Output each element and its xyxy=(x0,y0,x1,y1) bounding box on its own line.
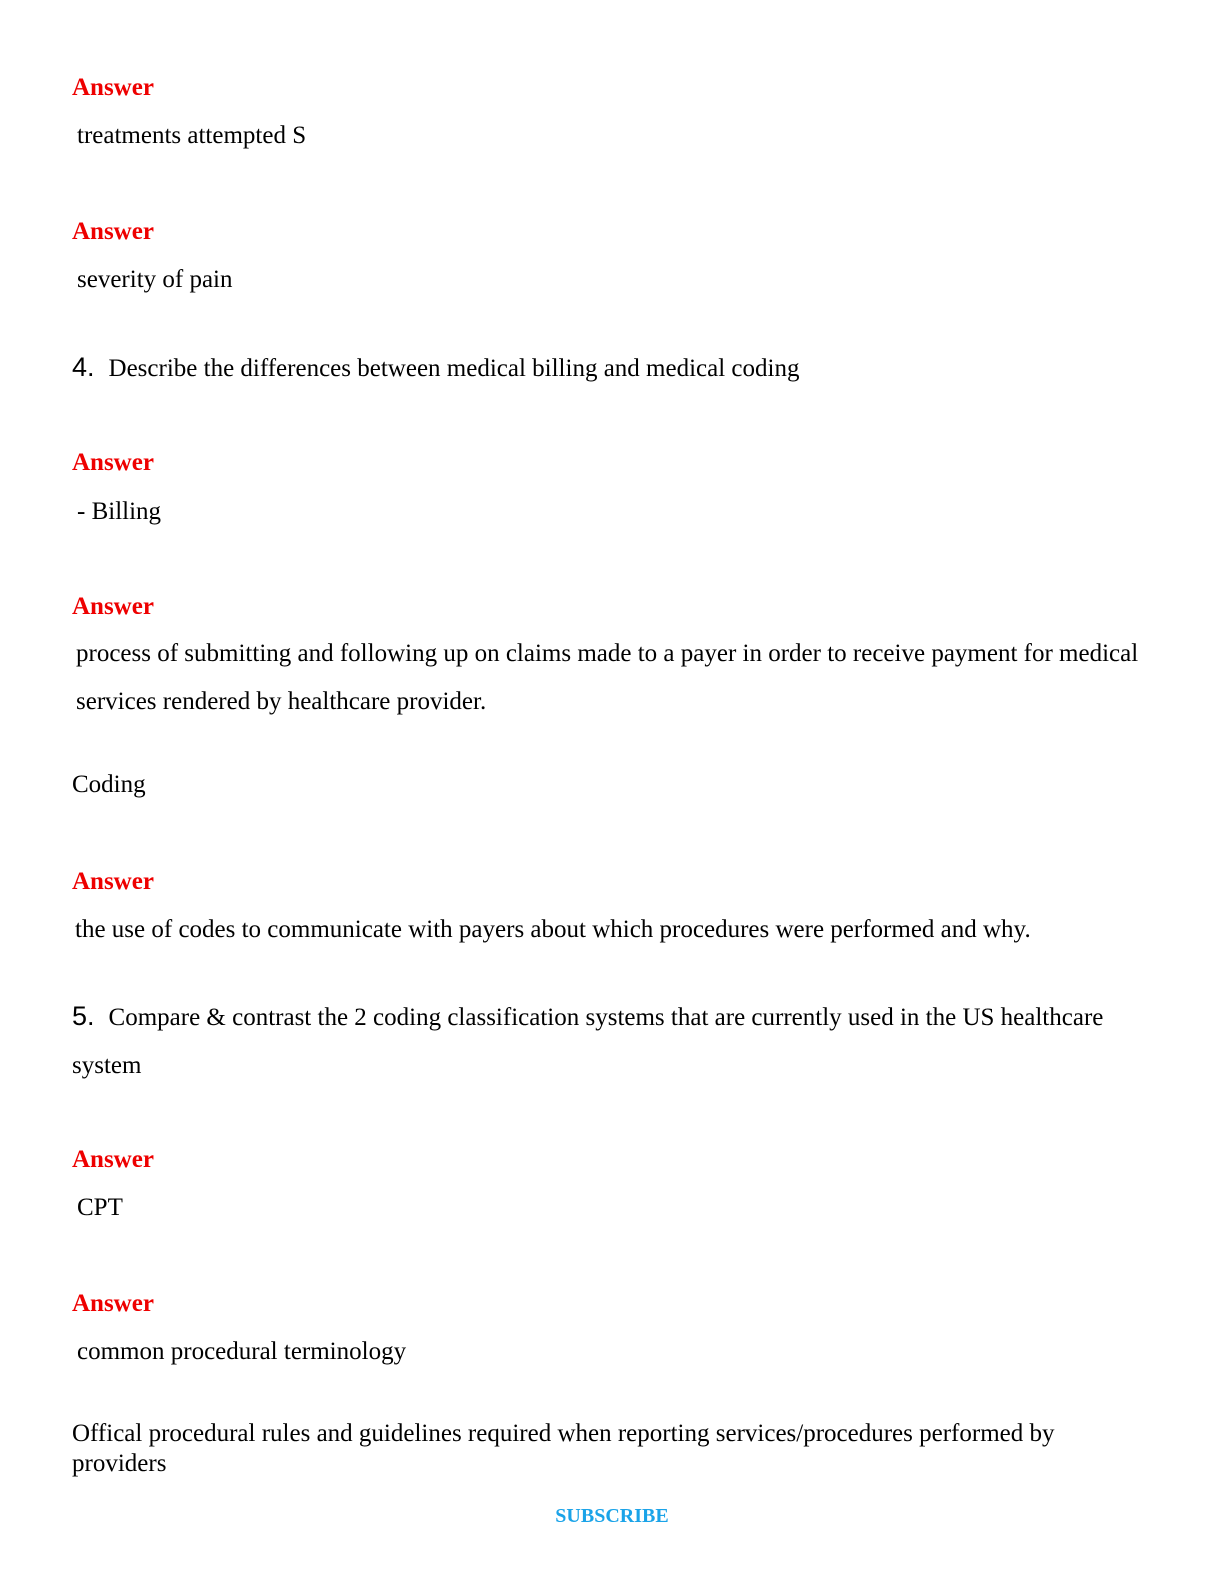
answer-label: Answer xyxy=(72,593,154,620)
question-text: Compare & contrast the 2 coding classification systems that are currently used in the US healthcare system xyxy=(72,1004,1104,1079)
answer-label: Answer xyxy=(72,868,154,895)
answer-label: Answer xyxy=(72,74,154,101)
answer-label: Answer xyxy=(72,218,154,245)
question-text: Describe the differences between medical billing and medical coding xyxy=(108,355,800,382)
answer-label: Answer xyxy=(72,449,154,476)
question-number: 5. xyxy=(72,1001,95,1031)
question-5 xyxy=(72,992,1152,1090)
section-heading-coding: Coding xyxy=(72,771,146,798)
question-4 xyxy=(72,343,1152,393)
answer-text: CPT xyxy=(77,1194,123,1221)
answer-label: Answer xyxy=(72,1290,154,1317)
answer-label: Answer xyxy=(72,1146,154,1173)
question-number: 4. xyxy=(72,352,95,382)
subscribe-link[interactable]: SUBSCRIBE xyxy=(555,1505,669,1527)
answer-text: treatments attempted S xyxy=(77,122,307,149)
answer-text: severity of pain xyxy=(77,266,233,293)
answer-text: the use of codes to communicate with payers about which procedures were performed and why. xyxy=(75,916,1031,943)
answer-text: common procedural terminology xyxy=(77,1338,407,1365)
body-paragraph: Offical procedural rules and guidelines required when reporting services/procedures performed by providers xyxy=(72,1420,1055,1477)
answer-text: - Billing xyxy=(77,498,162,525)
answer-text: process of submitting and following up on claims made to a payer in order to receive payment for medical services rendered by healthcare provider. xyxy=(76,640,1139,715)
